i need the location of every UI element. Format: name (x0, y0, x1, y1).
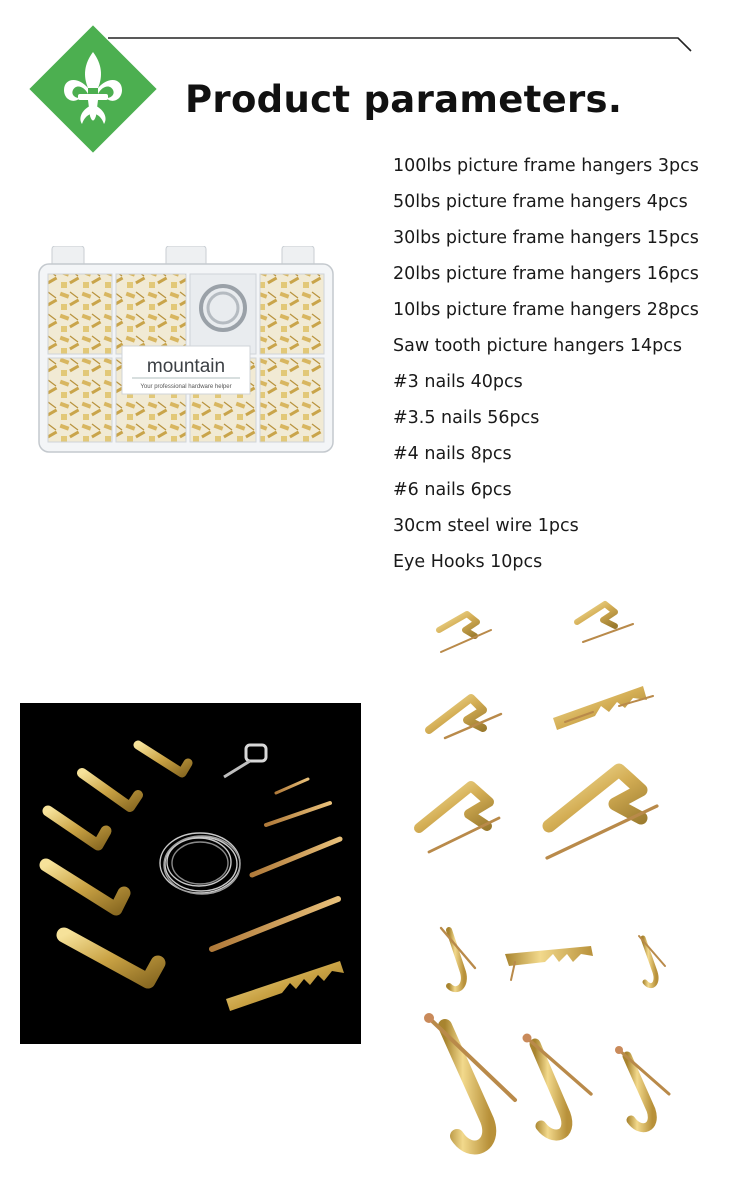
box-brand-text: mountain (146, 356, 226, 377)
spec-item: #3.5 nails 56pcs (393, 408, 540, 428)
spec-list (393, 152, 699, 584)
hangers-with-nails-image (405, 590, 685, 890)
product-box-image (36, 246, 336, 456)
spec-item: 20lbs picture frame hangers 16pcs (393, 264, 699, 284)
spec-item: #3 nails 40pcs (393, 372, 523, 392)
spec-item: #6 nails 6pcs (393, 480, 512, 500)
hardware-on-black-image (20, 703, 361, 1044)
box-tagline-text: Your professional hardware helper (140, 384, 232, 390)
spec-item: 50lbs picture frame hangers 4pcs (393, 192, 688, 212)
spec-item: 30lbs picture frame hangers 15pcs (393, 228, 699, 248)
spec-item: 10lbs picture frame hangers 28pcs (393, 300, 699, 320)
j-hooks-image (405, 910, 695, 1160)
spec-item: 30cm steel wire 1pcs (393, 516, 579, 536)
spec-item: #4 nails 8pcs (393, 444, 512, 464)
page-title: Product parameters. (185, 78, 623, 121)
spec-item: Saw tooth picture hangers 14pcs (393, 336, 682, 356)
fleur-de-lis-icon (28, 24, 158, 154)
spec-item: 100lbs picture frame hangers 3pcs (393, 156, 699, 176)
spec-item: Eye Hooks 10pcs (393, 552, 543, 572)
